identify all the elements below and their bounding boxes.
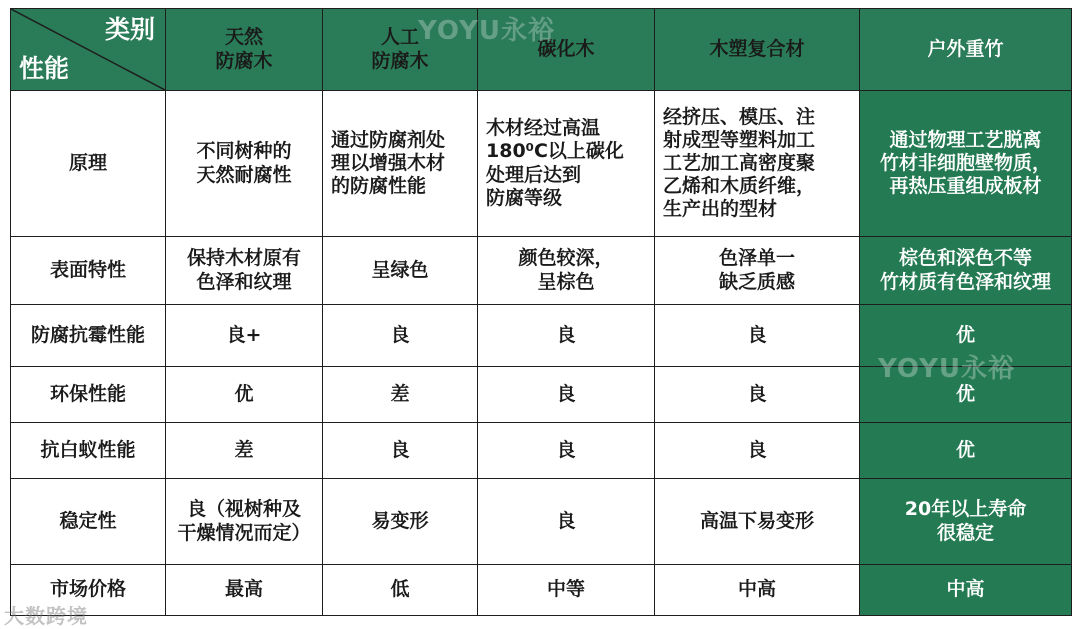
table-cell: 不同树种的 天然耐腐性 bbox=[166, 91, 323, 237]
table-cell: 优 bbox=[166, 367, 323, 423]
row-label: 原理 bbox=[11, 91, 166, 237]
table-cell: 良 bbox=[655, 423, 860, 479]
table-row bbox=[11, 91, 1072, 237]
column-header: 人工 防腐木 bbox=[323, 9, 478, 91]
column-header: 木塑复合材 bbox=[655, 9, 860, 91]
table-cell: 良 bbox=[478, 305, 655, 367]
table-cell: 通过物理工艺脱离 竹材非细胞壁物质， 再热压重组成板材 bbox=[860, 91, 1072, 237]
table-cell: 中等 bbox=[478, 565, 655, 616]
table-cell: 最高 bbox=[166, 565, 323, 616]
table-cell: 通过防腐剂处 理以增强木材 的防腐性能 bbox=[323, 91, 478, 237]
watermark-header: YOYU永裕 bbox=[418, 16, 556, 46]
comparison-table bbox=[10, 8, 1072, 616]
table-row bbox=[11, 565, 1072, 616]
table-cell: 良（视树种及 干燥情况而定） bbox=[166, 479, 323, 565]
table-row bbox=[11, 479, 1072, 565]
table-cell: 易变形 bbox=[323, 479, 478, 565]
table-cell: 良 bbox=[323, 305, 478, 367]
corner-cell bbox=[11, 9, 166, 91]
table-cell: 20年以上寿命 很稳定 bbox=[860, 479, 1072, 565]
column-header: 户外重竹 bbox=[860, 9, 1072, 91]
table-cell: 良+ bbox=[166, 305, 323, 367]
corner-performance-label: 性能 bbox=[19, 53, 70, 83]
table-cell: 良 bbox=[478, 479, 655, 565]
table-cell: 颜色较深， 呈棕色 bbox=[478, 237, 655, 305]
table-cell: 差 bbox=[166, 423, 323, 479]
row-label: 环保性能 bbox=[11, 367, 166, 423]
table-cell: 良 bbox=[478, 367, 655, 423]
table-cell: 优 bbox=[860, 423, 1072, 479]
corner-category-label: 类别 bbox=[104, 15, 155, 44]
row-label: 防腐抗霉性能 bbox=[11, 305, 166, 367]
table-cell: 优 bbox=[860, 367, 1072, 423]
table-cell: 棕色和深色不等 竹材质有色泽和纹理 bbox=[860, 237, 1072, 305]
table-cell: 良 bbox=[478, 423, 655, 479]
table-cell: 低 bbox=[323, 565, 478, 616]
table-cell: 中高 bbox=[860, 565, 1072, 616]
table-cell: 差 bbox=[323, 367, 478, 423]
row-label: 抗白蚁性能 bbox=[11, 423, 166, 479]
row-label: 稳定性 bbox=[11, 479, 166, 565]
table-row bbox=[11, 423, 1072, 479]
table-cell: 良 bbox=[323, 423, 478, 479]
watermark-footer: 大数跨境 bbox=[4, 604, 88, 628]
table-cell: 高温下易变形 bbox=[655, 479, 860, 565]
row-label: 市场价格 bbox=[11, 565, 166, 616]
table-cell: 色泽单一 缺乏质感 bbox=[655, 237, 860, 305]
table-row bbox=[11, 237, 1072, 305]
table-cell: 良 bbox=[655, 305, 860, 367]
row-label: 表面特性 bbox=[11, 237, 166, 305]
table-cell: 良 bbox=[655, 367, 860, 423]
table-cell: 呈绿色 bbox=[323, 237, 478, 305]
column-header: 碳化木 bbox=[478, 9, 655, 91]
table-cell: 优 bbox=[860, 305, 1072, 367]
watermark-body: YOYU永裕 bbox=[878, 354, 1016, 384]
table-cell: 保持木材原有 色泽和纹理 bbox=[166, 237, 323, 305]
table-cell: 经挤压、模压、注 射成型等塑料加工 工艺加工高密度聚 乙烯和木质纤维， 生产出的型材 bbox=[655, 91, 860, 237]
table-cell: 中高 bbox=[655, 565, 860, 616]
table-cell: 木材经过高温 180⁰C以上碳化 处理后达到 防腐等级 bbox=[478, 91, 655, 237]
column-header: 天然 防腐木 bbox=[166, 9, 323, 91]
